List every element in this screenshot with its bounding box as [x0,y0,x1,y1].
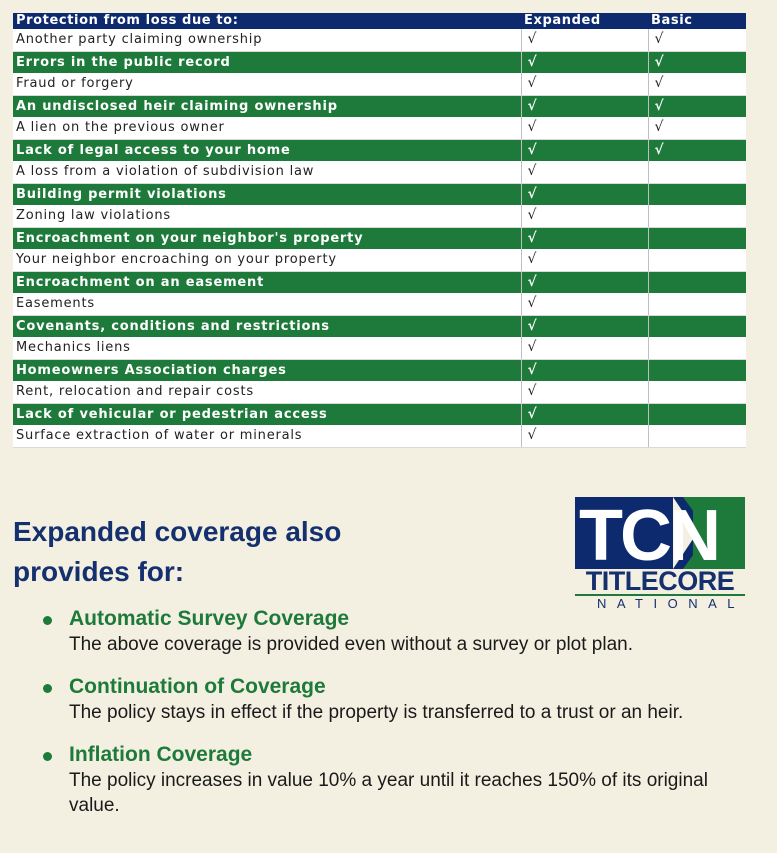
basic-cell-empty [648,337,746,359]
logo-mark-text: TCN [579,497,718,569]
benefits-list [40,606,760,835]
basic-cell-empty [648,293,746,315]
list-item [40,742,760,818]
row-label: Errors in the public record [13,51,521,73]
basic-cell-empty [648,359,746,381]
basic-cell-empty [648,227,746,249]
table-row [13,227,746,249]
expanded-check-mark: √ [521,227,648,249]
row-label: Lack of legal access to your home [13,139,521,161]
header-expanded: Expanded [521,13,648,29]
logo-name: TITLECORE [575,568,745,596]
row-label: Another party claiming ownership [13,29,521,51]
row-label: Rent, relocation and repair costs [13,381,521,403]
expanded-check-mark: √ [521,271,648,293]
table-row [13,403,746,425]
table-row [13,95,746,117]
table-row [13,381,746,403]
row-label: Zoning law violations [13,205,521,227]
expanded-check-mark: √ [521,183,648,205]
expanded-check-mark: √ [521,51,648,73]
heading-line-1: Expanded coverage also [13,516,342,547]
basic-check-mark: √ [648,139,746,161]
benefit-title: Inflation Coverage [69,743,253,766]
table-row [13,73,746,95]
basic-check-mark: √ [648,95,746,117]
row-label: Easements [13,293,521,315]
table-row [13,117,746,139]
table-row [13,315,746,337]
row-label: Homeowners Association charges [13,359,521,381]
table-row [13,271,746,293]
row-label: Covenants, conditions and restrictions [13,315,521,337]
basic-cell-empty [648,161,746,183]
table-row [13,337,746,359]
expanded-check-mark: √ [521,73,648,95]
tcn-logo-mark [575,497,745,569]
row-label: Fraud or forgery [13,73,521,95]
benefit-title: Automatic Survey Coverage [69,607,350,630]
expanded-check-mark: √ [521,95,648,117]
row-label: Surface extraction of water or minerals [13,425,521,447]
list-item [40,606,760,657]
expanded-check-mark: √ [521,425,648,447]
basic-check-mark: √ [648,29,746,51]
basic-cell-empty [648,249,746,271]
row-label: Encroachment on an easement [13,271,521,293]
logo-subtitle: NATIONAL [596,596,745,611]
coverage-table [13,13,746,448]
table-row [13,425,746,447]
basic-cell-empty [648,425,746,447]
expanded-check-mark: √ [521,315,648,337]
row-label: Your neighbor encroaching on your property [13,249,521,271]
table-row [13,249,746,271]
expanded-check-mark: √ [521,161,648,183]
table-row [13,183,746,205]
list-item [40,674,760,725]
expanded-check-mark: √ [521,117,648,139]
basic-check-mark: √ [648,51,746,73]
expanded-check-mark: √ [521,403,648,425]
bullet-dot-icon [43,684,52,693]
row-label: Encroachment on your neighbor's property [13,227,521,249]
basic-check-mark: √ [648,73,746,95]
heading-line-2: provides for: [13,556,185,587]
table-row [13,161,746,183]
table-header-row [13,13,746,29]
row-label: An undisclosed heir claiming ownership [13,95,521,117]
row-label: Lack of vehicular or pedestrian access [13,403,521,425]
table-row [13,29,746,51]
row-label: Building permit violations [13,183,521,205]
expanded-check-mark: √ [521,139,648,161]
header-basic: Basic [648,13,746,29]
table-row [13,293,746,315]
benefit-description: The policy increases in value 10% a year until it reaches 150% of its original value. [69,770,708,816]
row-label: A lien on the previous owner [13,117,521,139]
benefit-description: The above coverage is provided even without a survey or plot plan. [69,634,633,655]
basic-cell-empty [648,315,746,337]
expanded-coverage-heading [13,512,433,592]
benefit-description: The policy stays in effect if the property is transferred to a trust or an heir. [69,702,684,723]
basic-cell-empty [648,205,746,227]
expanded-check-mark: √ [521,29,648,51]
basic-cell-empty [648,183,746,205]
table-row [13,139,746,161]
expanded-check-mark: √ [521,359,648,381]
table-row [13,205,746,227]
basic-cell-empty [648,403,746,425]
titlecore-logo [575,497,745,612]
basic-cell-empty [648,381,746,403]
bullet-dot-icon [43,752,52,761]
header-protection: Protection from loss due to: [13,13,521,29]
expanded-check-mark: √ [521,337,648,359]
benefit-title: Continuation of Coverage [69,675,326,698]
expanded-check-mark: √ [521,205,648,227]
basic-cell-empty [648,271,746,293]
expanded-check-mark: √ [521,293,648,315]
basic-check-mark: √ [648,117,746,139]
row-label: A loss from a violation of subdivision law [13,161,521,183]
table-row [13,359,746,381]
row-label: Mechanics liens [13,337,521,359]
table-row [13,51,746,73]
expanded-check-mark: √ [521,381,648,403]
bullet-dot-icon [43,616,52,625]
expanded-check-mark: √ [521,249,648,271]
